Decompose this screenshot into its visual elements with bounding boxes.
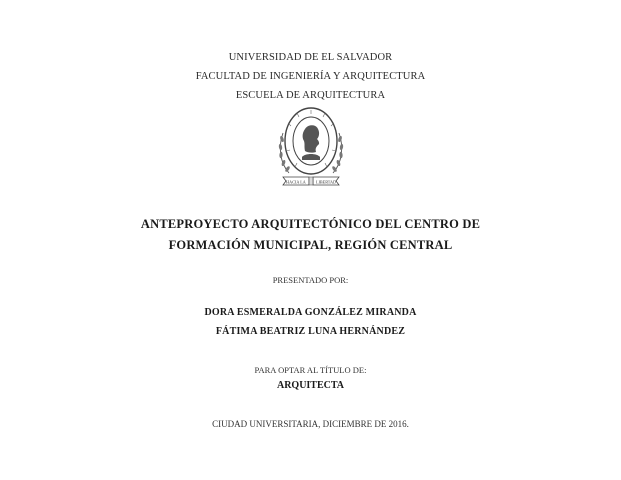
- degree-title: ARQUITECTA: [276, 380, 345, 391]
- thesis-title-line-2: FORMACIÓN MUNICIPAL, REGIÓN CENTRAL: [168, 238, 453, 252]
- degree-label: PARA OPTAR AL TÍTULO DE:: [254, 365, 367, 375]
- seal-ribbon-left: HACIA LA: [286, 179, 306, 185]
- place-and-date: CIUDAD UNIVERSITARIA, DICIEMBRE DE 2016.: [212, 419, 409, 429]
- university-seal-logo: [275, 103, 347, 193]
- faculty-name: FACULTAD DE INGENIERÍA Y ARQUITECTURA: [195, 71, 426, 82]
- author-1: DORA ESMERALDA GONZÁLEZ MIRANDA: [204, 307, 417, 318]
- university-name: UNIVERSIDAD DE EL SALVADOR: [228, 52, 393, 63]
- school-name: ESCUELA DE ARQUITECTURA: [235, 90, 386, 101]
- presented-by-label: PRESENTADO POR:: [272, 275, 349, 285]
- author-2: FÁTIMA BEATRIZ LUNA HERNÁNDEZ: [215, 326, 406, 337]
- thesis-title-line-1: ANTEPROYECTO ARQUITECTÓNICO DEL CENTRO DE: [140, 217, 481, 231]
- seal-ribbon-right: LIBERTAD: [315, 179, 337, 185]
